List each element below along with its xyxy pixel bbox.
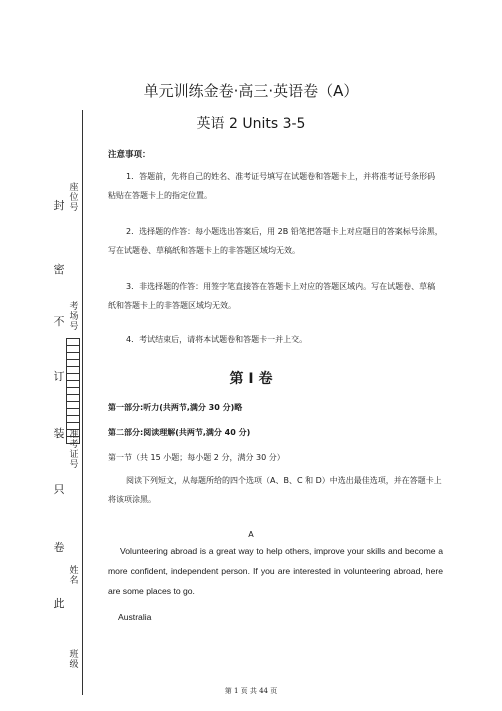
part-one-heading: 第一部分:听力(共两节,满分 30 分)略 — [108, 403, 243, 412]
label-ticket-number: 准考证号 — [69, 430, 79, 470]
notice-item-2: 2．选择题的作答：每小题选出答案后，用 2B 铅笔把答题卡上对应题目的答案标号涂黑，写在试题卷、草稿纸和答题卡上的非答题区域均无效。 — [108, 227, 443, 255]
seal-char-zhi: 只 — [53, 483, 65, 496]
label-class: 班级 — [69, 650, 79, 670]
passage-letter: A — [248, 530, 254, 539]
seal-char-bu: 不 — [53, 315, 65, 328]
notice-item-4: 4．考试结束后，请将本试题卷和答题卡一并上交。 — [126, 335, 308, 344]
ticket-number-boxes — [66, 338, 80, 444]
notice-item-3: 3．非选择题的作答：用签字笔直接答在答题卡上对应的答题区域内。写在试题卷、草稿纸和答题卡上的非答题区域均无效。 — [108, 282, 436, 310]
seal-char-feng: 封 — [53, 199, 65, 212]
binding-line — [82, 110, 83, 695]
passage-paragraph: Volunteering abroad is a great way to help others, improve your skills and become a more confident, independent person. If you are interested in volunteering abroad, here are some places to go. — [108, 546, 443, 596]
label-name: 姓名 — [69, 566, 79, 586]
part-two-heading: 第二部分:阅读理解(共两节,满分 40 分) — [108, 428, 251, 437]
notice-heading: 注意事项： — [108, 150, 151, 160]
section-title: 第 I 卷 — [229, 371, 273, 387]
seal-char-ci: 此 — [53, 597, 65, 610]
exam-title: 单元训练金卷·高三·英语卷（A） — [143, 82, 359, 100]
seal-char-ding: 订 — [53, 370, 65, 383]
label-exam-room: 考场号 — [69, 302, 79, 332]
passage-heading: Australia — [118, 612, 152, 622]
seal-char-mi: 密 — [53, 263, 65, 276]
subsection-heading: 第一节（共 15 小题；每小题 2 分，满分 30 分） — [108, 453, 285, 462]
exam-subtitle: 英语 2 Units 3-5 — [196, 116, 306, 132]
page-footer: 第 1 页 共 44 页 — [224, 687, 278, 695]
seal-char-zhuang: 装 — [53, 427, 65, 440]
label-seat-number: 座位号 — [69, 183, 79, 213]
notice-item-1: 1．答题前，先将自己的姓名、准考证号填写在试题卷和答题卡上，并将准考证号条形码粘贴在答题卡上的指定位置。 — [108, 172, 436, 200]
reading-instruction: 阅读下列短文，从每题所给的四个选项（A、B、C 和 D）中选出最佳选项，并在答题卡上将该项涂黑。 — [108, 476, 442, 504]
seal-char-juan: 卷 — [53, 541, 65, 554]
